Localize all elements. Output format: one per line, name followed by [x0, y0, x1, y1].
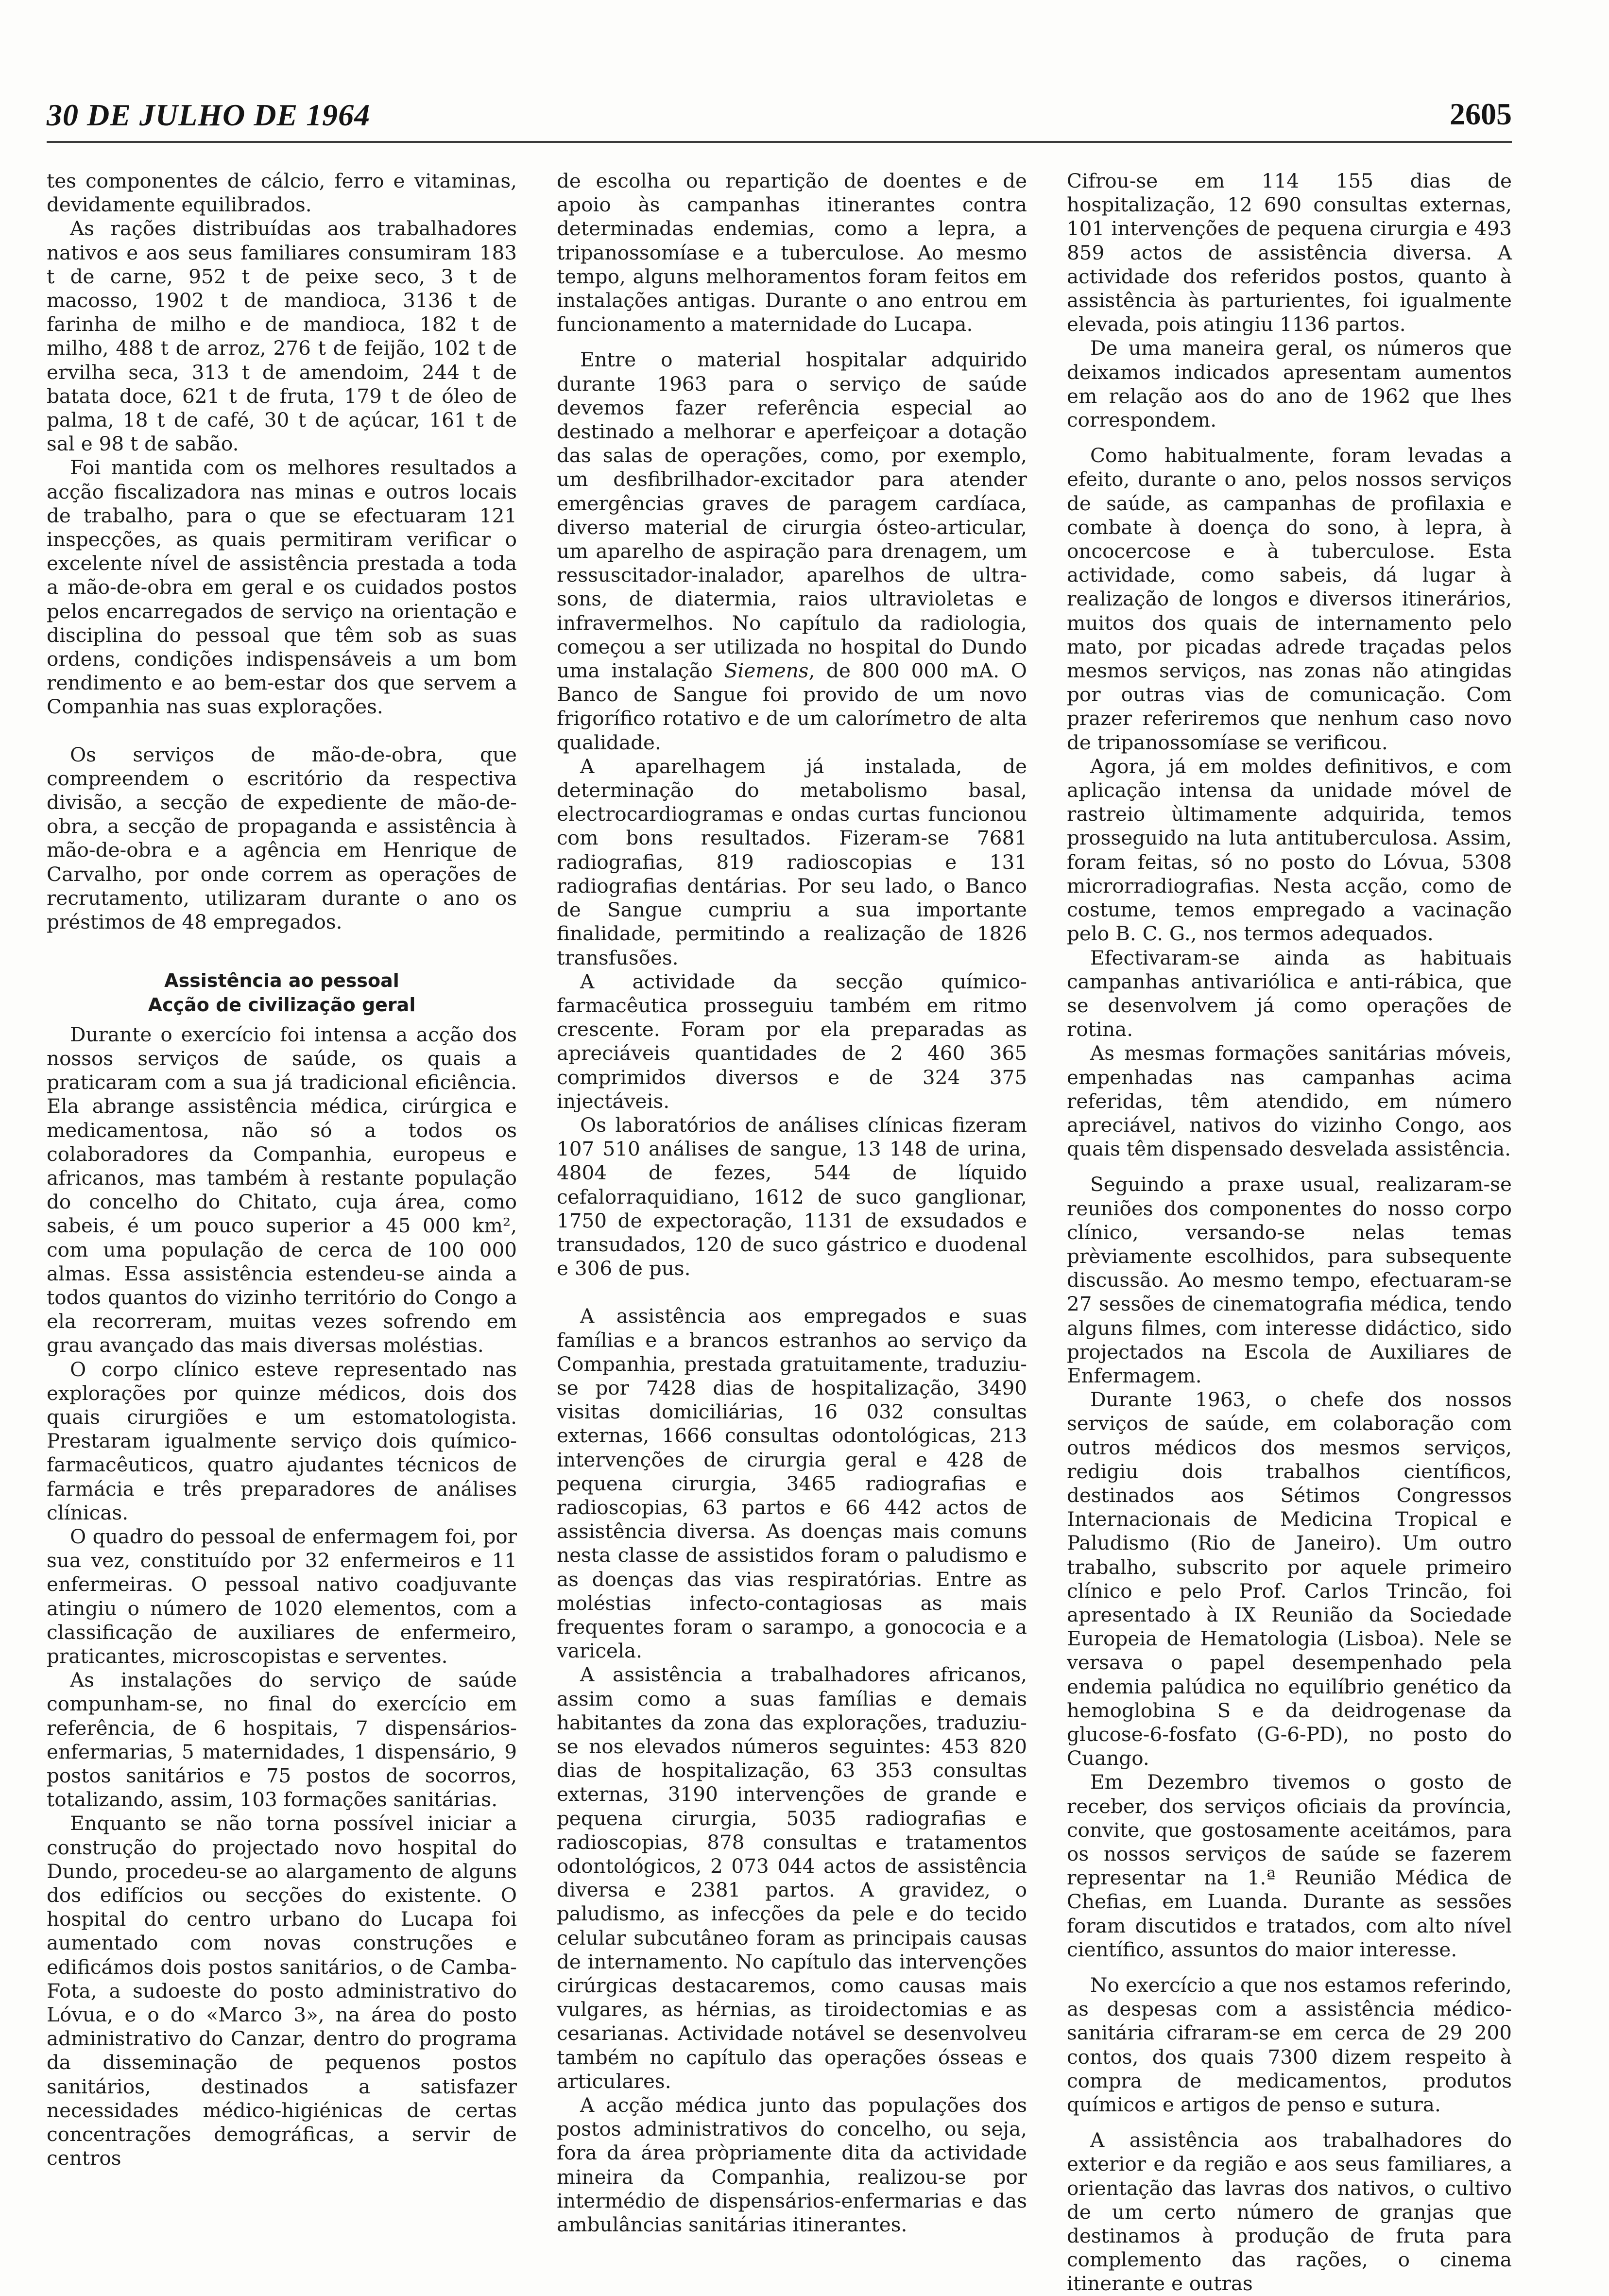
- paragraph: Durante 1963, o chefe dos nossos serviços de saúde, em colaboração com outros médicos dos mesmos serviços, redigiu dois trabalhos científicos, destinados aos Sétimos Congressos Internacionais de Medicina Tropical e Paludismo (Rio de Janeiro). Um outro trabalho, subscrito por aquele primeiro clínico e pelo Prof. Carlos Trincão, foi apresentado à IX Reunião da Sociedade Europeia de Hematologia (Lisboa). Nele se versava o papel desempenhado pela endemia palúdica no equilíbrio genético da hemoglobina S e da deidrogenase da glucose-6-fosfato (G-6-PD), no posto do Cuango.: [1067, 1388, 1512, 1770]
- paragraph: De uma maneira geral, os números que deixamos indicados apresentam aumentos em relação aos do ano de 1962 que lhes correspondem.: [1067, 336, 1512, 432]
- column-1: [47, 169, 517, 2241]
- column-3: [1067, 169, 1512, 2296]
- paragraph: tes componentes de cálcio, ferro e vitaminas, devidamente equilibrados.: [47, 169, 517, 217]
- paragraph: Efectivaram-se ainda as habituais campanhas antivariólica e anti-rábica, que se desenvolvem já como operações de rotina.: [1067, 946, 1512, 1041]
- paragraph: A aparelhagem já instalada, de determinação do metabolismo basal, electrocardiogramas e ondas curtas funcionou com bons resultados. Fizeram-se 7681 radiografias, 819 radioscopias e 131 radiografias dentárias. Por seu lado, o Banco de Sangue cumpriu a sua importante finalidade, permitindo a realização de 1826 transfusões.: [557, 754, 1027, 969]
- section-heading: Assistência ao pessoal: [164, 970, 399, 992]
- paragraph: No exercício a que nos estamos referindo, as despesas com a assistência médico-sanitária cifraram-se em cerca de 29 200 contos, dos quais 7300 dizem respeito à compra de medicamentos, produtos químicos e artigos de penso e sutura.: [1067, 1973, 1512, 2117]
- paragraph: As mesmas formações sanitárias móveis, empenhadas nas campanhas acima referidas, têm atendido, em número apreciável, nativos do vizinho Congo, aos quais têm dispensado desvelada assistência.: [1067, 1041, 1512, 1161]
- paragraph: A acção médica junto das populações dos postos administrativos do concelho, ou seja, fora da área pròpriamente dita da actividade mineira da Companhia, realizou-se por intermédio de dispensários-enfermarias e das ambulâncias sanitárias itinerantes.: [557, 2093, 1027, 2237]
- paragraph: [557, 348, 1027, 754]
- paragraph: O quadro do pessoal de enfermagem foi, por sua vez, constituído por 32 enfermeiros e 11 enfermeiras. O pessoal nativo coadjuvante atingiu o número de 1020 elementos, com a classificação de auxiliares de enfermeiro, praticantes, microscopistas e serventes.: [47, 1524, 517, 1668]
- paragraph: Os laboratórios de análises clínicas fizeram 107 510 análises de sangue, 13 148 de urina, 4804 de fezes, 544 de líquido cefalorraquidiano, 1612 de suco ganglionar, 1750 de expectoração, 1131 de exsudados e transudados, 120 de suco gástrico e duodenal e 306 de pus.: [557, 1113, 1027, 1280]
- paragraph: A assistência aos trabalhadores do exterior e da região e aos seus familiares, a orientação das lavras dos nativos, o cultivo de um certo número de granjas que destinamos à produção de fruta para complemento das rações, o cinema itinerante e outras: [1067, 2128, 1512, 2296]
- paragraph: Seguindo a praxe usual, realizaram-se reuniões dos componentes do nosso corpo clínico, versando-se nelas temas prèviamente escolhidos, para subsequente discussão. Ao mesmo tempo, efectuaram-se 27 sessões de cinematografia médica, tendo alguns filmes, com interesse didáctico, sido projectados na Escola de Auxiliares de Enfermagem.: [1067, 1173, 1512, 1387]
- paragraph: Durante o exercício foi intensa a acção dos nossos serviços de saúde, os quais a praticaram com a sua já tradicional eficiência. Ela abrange assistência médica, cirúrgica e medicamentosa, não só a todos os colaboradores da Companhia, europeus e africanos, mas também à restante população do concelho do Chitato, cuja área, como sabeis, é um pouco superior a 45 000 km², com uma população de cerca de 100 000 almas. Essa assistência estendeu-se ainda a todos quantos do vizinho território do Congo a ela recorreram, muitas vezes sofrendo em grau avançado das mais diversas moléstias.: [47, 1022, 517, 1357]
- paragraph: Como habitualmente, foram levadas a efeito, durante o ano, pelos nossos serviços de saúde, as campanhas de profilaxia e combate à doença do sono, à lepra, à oncocercose e à tuberculose. Esta actividade, como sabeis, dá lugar à realização de longos e diversos itinerários, muitos dos quais de internamento pelo mato, por picadas adrede traçadas pelos mesmos serviços, nas zonas não atingidas por outras vias de comunicação. Com prazer referiremos que nenhum caso novo de tripanossomíase se verificou.: [1067, 444, 1512, 754]
- paragraph-text: Entre o material hospitalar adquirido durante 1963 para o serviço de saúde devemos fazer referência especial ao destinado a melhorar e aperfeiçoar a dotação das salas de operações, como, por exemplo, um desfibrilhador-excitador para atender emergências graves de paragem cardíaca, diverso material de cirurgia ósteo-articular, um aparelho de aspiração para drenagem, um ressuscitador-inalador, aparelhos de ultra-sons, de diatermia, raios ultravioletas e infravermelhos. No capítulo da radiologia, começou a ser utilizada no hospital do Dundo uma instalação: [557, 348, 1027, 683]
- header-date: 30 DE JULHO DE 1964: [47, 98, 371, 132]
- header-page-number: 2605: [1450, 97, 1512, 131]
- paragraph: As instalações do serviço de saúde compunham-se, no final do exercício em referência, de 6 hospitais, 7 dispensários-enfermarias, 5 maternidades, 1 dispensário, 9 postos sanitários e 75 postos de socorros, totalizando, assim, 103 formações sanitárias.: [47, 1668, 517, 1812]
- paragraph: Foi mantida com os melhores resultados a acção fiscalizadora nas minas e outros locais de trabalho, para o que se efectuaram 121 inspecções, as quais permitiram verificar o excelente nível de assistência prestada a toda a mão-de-obra em geral e os cuidados postos pelos encarregados de serviço na orientação e disciplina do pessoal que têm sob as suas ordens, condições indispensáveis a um bom rendimento e ao bem-estar dos que servem a Companhia nas suas explorações.: [47, 456, 517, 719]
- section-subheading: Acção de civilização geral: [148, 994, 416, 1016]
- paragraph: O corpo clínico esteve representado nas explorações por quinze médicos, dois dos quais cirurgiões e um estomatologista. Prestaram igualmente serviço dois químico-farmacêuticos, quatro ajudantes técnicos de farmácia e três preparadores de análises clínicas.: [47, 1357, 517, 1524]
- paragraph: A assistência a trabalhadores africanos, assim como a suas famílias e demais habitantes da zona das explorações, traduziu-se nos elevados números seguintes: 453 820 dias de hospitalização, 63 353 consultas externas, 3190 intervenções de grande e pequena cirurgia, 5035 radiografias e radioscopias, 878 consultas e tratamentos odontológicos, 2 073 044 actos de assistência diversa e 2381 partos. A gravidez, o paludismo, as infecções da pele e do tecido celular subcutâneo foram as principais causas de internamento. No capítulo das intervenções cirúrgicas destacaremos, como causas mais vulgares, as hérnias, as tiroidectomias e as cesarianas. Actividade notável se desenvolveu também no capítulo das operações ósseas e articulares.: [557, 1663, 1027, 2093]
- paragraph-text: , de 800 000 mA. O Banco de Sangue foi provido de um novo frigorífico rotativo e de um calorímetro de alta qualidade.: [557, 659, 1027, 754]
- paragraph: Enquanto se não torna possível iniciar a construção do projectado novo hospital do Dundo, procedeu-se ao alargamento de alguns dos edifícios ou secções do existente. O hospital do centro urbano do Lucapa foi aumentado com novas construções e edificámos dois postos sanitários, o de Camba-Fota, a sudoeste do posto administrativo do Lóvua, e o do «Marco 3», na área do posto administrativo do Canzar, dentro do programa da disseminação de pequenos postos sanitários, destinados a satisfazer necessidades médico-higiénicas de certas concentrações demográficas, a servir de centros: [47, 1812, 517, 2170]
- paragraph: A assistência aos empregados e suas famílias e a brancos estranhos ao serviço da Companhia, prestada gratuitamente, traduziu-se por 7428 dias de hospitalização, 3490 visitas domiciliárias, 16 032 consultas externas, 1666 consultas odontológicas, 213 intervenções de cirurgia geral e 428 de pequena cirurgia, 3465 radiografias e radioscopias, 63 partos e 66 442 actos de assistência diversa. As doenças mais comuns nesta classe de assistidos foram o paludismo e as doenças das vias respiratórias. Entre as moléstias infecto-contagiosas as mais frequentes foram o sarampo, a gonococia e a varicela.: [557, 1304, 1027, 1663]
- column-2: [557, 169, 1027, 2241]
- paragraph: A actividade da secção químico-farmacêutica prosseguiu também em ritmo crescente. Foram por ela preparadas as apreciáveis quantidades de 2 460 365 comprimidos diversos e de 324 375 injectáveis.: [557, 969, 1027, 1113]
- paragraph: Em Dezembro tivemos o gosto de receber, dos serviços oficiais da província, convite, que gostosamente aceitámos, para os nossos serviços de saúde se fazerem representar na 1.ª Reunião Médica de Chefias, em Luanda. Durante as sessões foram discutidos e tratados, com alto nível científico, assuntos do maior interesse.: [1067, 1770, 1512, 1961]
- header-rule: [47, 141, 1512, 143]
- paragraph: As rações distribuídas aos trabalhadores nativos e aos seus familiares consumiram 183 t de carne, 952 t de peixe seco, 3 t de macosso, 1902 t de mandioca, 3136 t de farinha de milho e de mandioca, 182 t de milho, 488 t de arroz, 276 t de feijão, 102 t de ervilha seca, 313 t de amendoim, 244 t de batata doce, 621 t de fruta, 179 t de óleo de palma, 18 t de café, 30 t de açúcar, 161 t de sal e 98 t de sabão.: [47, 217, 517, 456]
- paragraph: Os serviços de mão-de-obra, que compreendem o escritório da respectiva divisão, a secção de expediente de mão-de-obra, a secção de propaganda e assistência à mão-de-obra e a agência em Henrique de Carvalho, por onde correm as operações de recrutamento, utilizaram durante o ano os préstimos de 48 empregados.: [47, 742, 517, 934]
- paragraph: Agora, já em moldes definitivos, e com aplicação intensa da unidade móvel de rastreio ùltimamente adquirida, temos prosseguido na luta antituberculosa. Assim, foram feitas, só no posto do Lóvua, 5308 microrradiografias. Nesta acção, como de costume, temos empregado a vacinação pelo B. C. G., nos termos adequados.: [1067, 754, 1512, 946]
- paragraph: Cifrou-se em 114 155 dias de hospitalização, 12 690 consultas externas, 101 intervenções de pequena cirurgia e 493 859 actos de assistência diversa. A actividade dos referidos postos, quanto à assistência às parturientes, foi igualmente elevada, pois atingiu 1136 partos.: [1067, 169, 1512, 336]
- paragraph: de escolha ou repartição de doentes e de apoio às campanhas itinerantes contra determinadas endemias, como a lepra, a tripanossomíase e a tuberculose. Ao mesmo tempo, alguns melhoramentos foram feitos em instalações antigas. Durante o ano entrou em funcionamento a maternidade do Lucapa.: [557, 169, 1027, 336]
- brand-name: Siemens: [724, 659, 809, 683]
